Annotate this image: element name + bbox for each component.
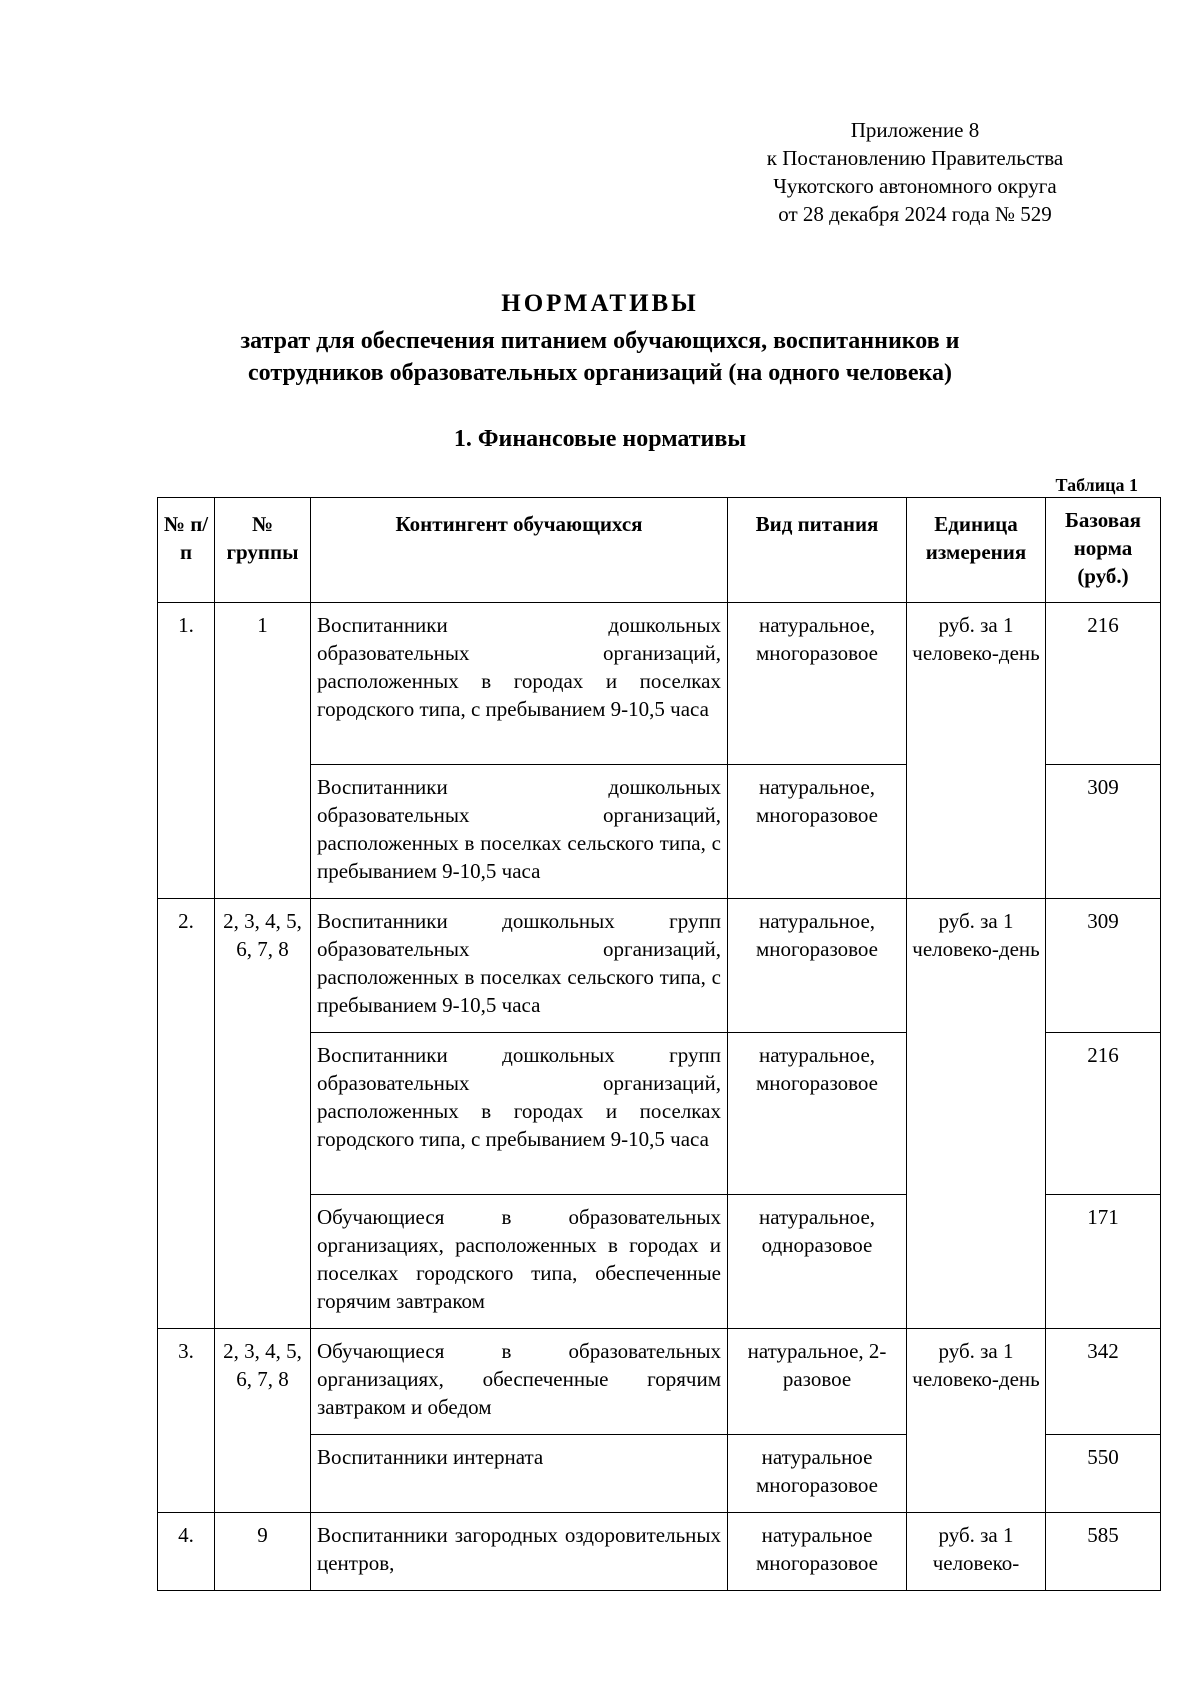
header-num: № п/п	[158, 498, 215, 603]
subtitle-line: затрат для обеспечения питанием обучающихся, воспитанников и	[240, 328, 960, 354]
row-num: 3.	[158, 1329, 215, 1513]
subtitle-line: сотрудников образовательных организаций (на одного человека)	[248, 360, 952, 386]
table-row	[158, 899, 1161, 1033]
row-norm: 550	[1046, 1435, 1161, 1513]
row-contingent: Воспитанники интерната	[311, 1435, 728, 1513]
table-row	[158, 1329, 1161, 1435]
row-contingent: Воспитанники загородных оздоровительных центров,	[311, 1513, 728, 1591]
row-food-type: натуральное многоразовое	[728, 1513, 907, 1591]
row-group: 2, 3, 4, 5, 6, 7, 8	[215, 1329, 311, 1513]
row-norm: 216	[1046, 603, 1161, 765]
norms-table	[157, 497, 1161, 1591]
row-food-type: натуральное, многоразовое	[728, 899, 907, 1033]
row-contingent: Обучающиеся в образовательных организациях, расположенных в городах и поселках городского типа, обеспеченные горячим завтраком	[311, 1195, 728, 1329]
table-row	[158, 1513, 1161, 1591]
appendix-block	[735, 116, 1095, 228]
row-num: 4.	[158, 1513, 215, 1591]
row-norm: 216	[1046, 1033, 1161, 1195]
header-group: № группы	[215, 498, 311, 603]
header-contingent: Контингент обучающихся	[311, 498, 728, 603]
table-header-row	[158, 498, 1161, 603]
header-food-type: Вид питания	[728, 498, 907, 603]
appendix-line: Приложение 8	[850, 118, 980, 142]
row-group: 9	[215, 1513, 311, 1591]
row-norm: 309	[1046, 765, 1161, 899]
row-unit: руб. за 1 человеко-день	[907, 603, 1046, 899]
row-contingent: Воспитанники дошкольных образовательных организаций, расположенных в поселках сельского типа, с пребыванием 9-10,5 часа	[311, 765, 728, 899]
row-food-type: натуральное, одноразовое	[728, 1195, 907, 1329]
row-food-type: натуральное, многоразовое	[728, 1033, 907, 1195]
row-food-type: натуральное, 2-разовое	[728, 1329, 907, 1435]
document-title: НОРМАТИВЫ	[501, 290, 699, 317]
row-norm: 309	[1046, 899, 1161, 1033]
row-num: 2.	[158, 899, 215, 1329]
row-unit: руб. за 1 человеко-день	[907, 1329, 1046, 1513]
row-group: 1	[215, 603, 311, 899]
header-norm: Базовая норма (руб.)	[1046, 498, 1161, 603]
table-label: Таблица 1	[1055, 475, 1138, 495]
row-norm: 342	[1046, 1329, 1161, 1435]
row-food-type: натуральное многоразовое	[728, 1435, 907, 1513]
row-contingent: Воспитанники дошкольных групп образовательных организаций, расположенных в поселках сельского типа, с пребыванием 9-10,5 часа	[311, 899, 728, 1033]
row-group: 2, 3, 4, 5, 6, 7, 8	[215, 899, 311, 1329]
row-unit: руб. за 1 человеко-день	[907, 899, 1046, 1329]
document-subtitle	[0, 325, 1200, 389]
table-row	[158, 603, 1161, 765]
header-unit: Единица измерения	[907, 498, 1046, 603]
row-norm: 171	[1046, 1195, 1161, 1329]
row-norm: 585	[1046, 1513, 1161, 1591]
row-contingent: Обучающиеся в образовательных организациях, обеспеченные горячим завтраком и обедом	[311, 1329, 728, 1435]
row-contingent: Воспитанники дошкольных образовательных организаций, расположенных в городах и поселках городского типа, с пребыванием 9-10,5 часа	[311, 603, 728, 765]
row-food-type: натуральное, многоразовое	[728, 765, 907, 899]
row-contingent: Воспитанники дошкольных групп образовательных организаций, расположенных в городах и поселках городского типа, с пребыванием 9-10,5 часа	[311, 1033, 728, 1195]
row-unit: руб. за 1 человеко-	[907, 1513, 1046, 1591]
appendix-line: Чукотского автономного округа	[773, 174, 1057, 198]
row-food-type: натуральное, многоразовое	[728, 603, 907, 765]
appendix-line: от 28 декабря 2024 года № 529	[778, 202, 1052, 226]
section-heading: 1. Финансовые нормативы	[453, 426, 747, 452]
appendix-line: к Постановлению Правительства	[766, 146, 1064, 170]
row-num: 1.	[158, 603, 215, 899]
